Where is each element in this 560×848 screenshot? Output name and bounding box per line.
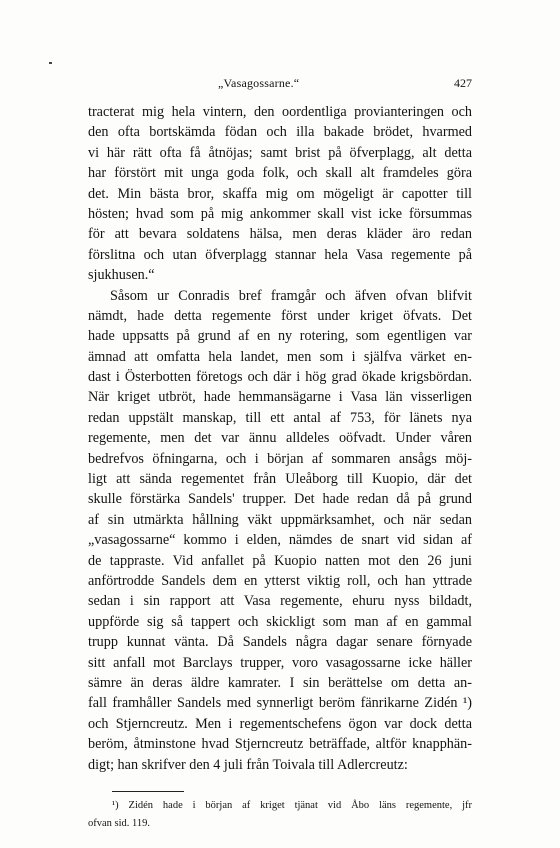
text-line: har förstört mit unga goda folk, och skall alt framdeles göra [88,165,472,182]
text-line: för att bevara soldatens hälsa, men deras kläder äro redan [88,226,472,243]
text-line: fall framhåller Sandels med synnerligt beröm fänrikarne Zidén ¹) [88,695,472,712]
footnotes [88,797,472,833]
text-line: beröm, åtminstone hvad Stjerncreutz beträffade, altför knapphän- [88,736,472,753]
text-line: bedrefvos öfningarna, och i början af sommaren ansågs möj- [88,450,472,467]
footnote-rule [112,791,184,792]
running-head: „Vasagossarne.“ [218,76,300,90]
paragraph-start-line: Såsom ur Conradis bref framgår och äfven ofvan blifvit [110,287,472,304]
text-line: uppförde sig så tappert och skickligt som man af en gammal [88,613,472,630]
text-line: vi här rätt ofta få åtnöjas; samt brist på öfverplagg, alt detta [88,144,472,161]
text-line: regemente, men det var ännu alldeles oöfvadt. Under våren [88,430,472,447]
text-line: förslitna och utan öfverplagg stannar hela Vasa regemente på [88,246,472,263]
text-line: dast i Österbotten företogs och där i hög grad ökade krigsbördan. [88,369,472,386]
text-line: de tappraste. Vid anfallet på Kuopio natten mot den 26 juni [88,552,472,569]
text-line: tracterat mig hela vintern, den oordentliga provianteringen och [88,104,472,120]
text-line: ämnad att omfatta hela landet, men som i själfva värket en- [88,348,472,365]
page-number: 427 [454,76,472,90]
footnote-line: ofvan sid. 119. [88,818,151,829]
text-line: När kriget utbröt, hade hemmansägarne i Vasa län visserligen [88,389,472,406]
text-line: anförtrodde Sandels dem en ytterst viktig roll, och han yttrade [88,572,472,589]
text-line: ligt att sända regementet från Uleåborg till Kuopio, där det [88,471,472,488]
text-line: hade uppsatts på grund af en ny rotering, som egentligen var [88,328,472,345]
text-line: det. Min bästa bror, skaffa mig om mögeligt är capotter till [88,185,472,202]
footnote-line: ¹) Zidén hade i början af kriget tjänat vid Åbo läns regemente, jfr [112,800,472,811]
text-line: trupp kunnat vänta. Då Sandels några dagar senare förnyade [88,634,472,651]
text-line: af sin utmärkta hållning väkt uppmärksamhet, och när sedan [88,511,472,528]
text-line: sedan i sin rapport att Vasa regemente, ehuru nyss bildadt, [88,593,472,610]
speck-mark [49,62,52,64]
body-text [88,102,472,775]
text-line: den ofta bortskämda födan och illa bakade brödet, hvarmed [88,124,472,141]
text-line: nämdt, hade detta regemente först under kriget öfvats. Det [88,307,472,324]
text-line: hösten; hvad som på mig ankommer skall vist icke försummas [88,205,472,222]
text-line: redan uppstält manskap, till ett antal af 753, för länets nya [88,409,472,426]
text-line: sjukhusen.“ [88,267,155,284]
text-line: „vasagossarne“ kommo i elden, nämdes de snart vid sidan af [88,532,472,549]
text-line: digt; han skrifver den 4 juli från Toivala till Adlercreutz: [88,756,408,773]
text-line: och Stjerncreutz. Men i regementschefens ögon var dock detta [88,715,472,732]
text-line: sämre än deras äldre kamrater. I sin berättelse om detta an- [88,674,472,691]
text-line: skulle förstärka Sandels' trupper. Det hade redan då på grund [88,491,472,508]
text-line: sitt anfall mot Barclays trupper, voro vasagossarne icke häller [88,654,472,671]
